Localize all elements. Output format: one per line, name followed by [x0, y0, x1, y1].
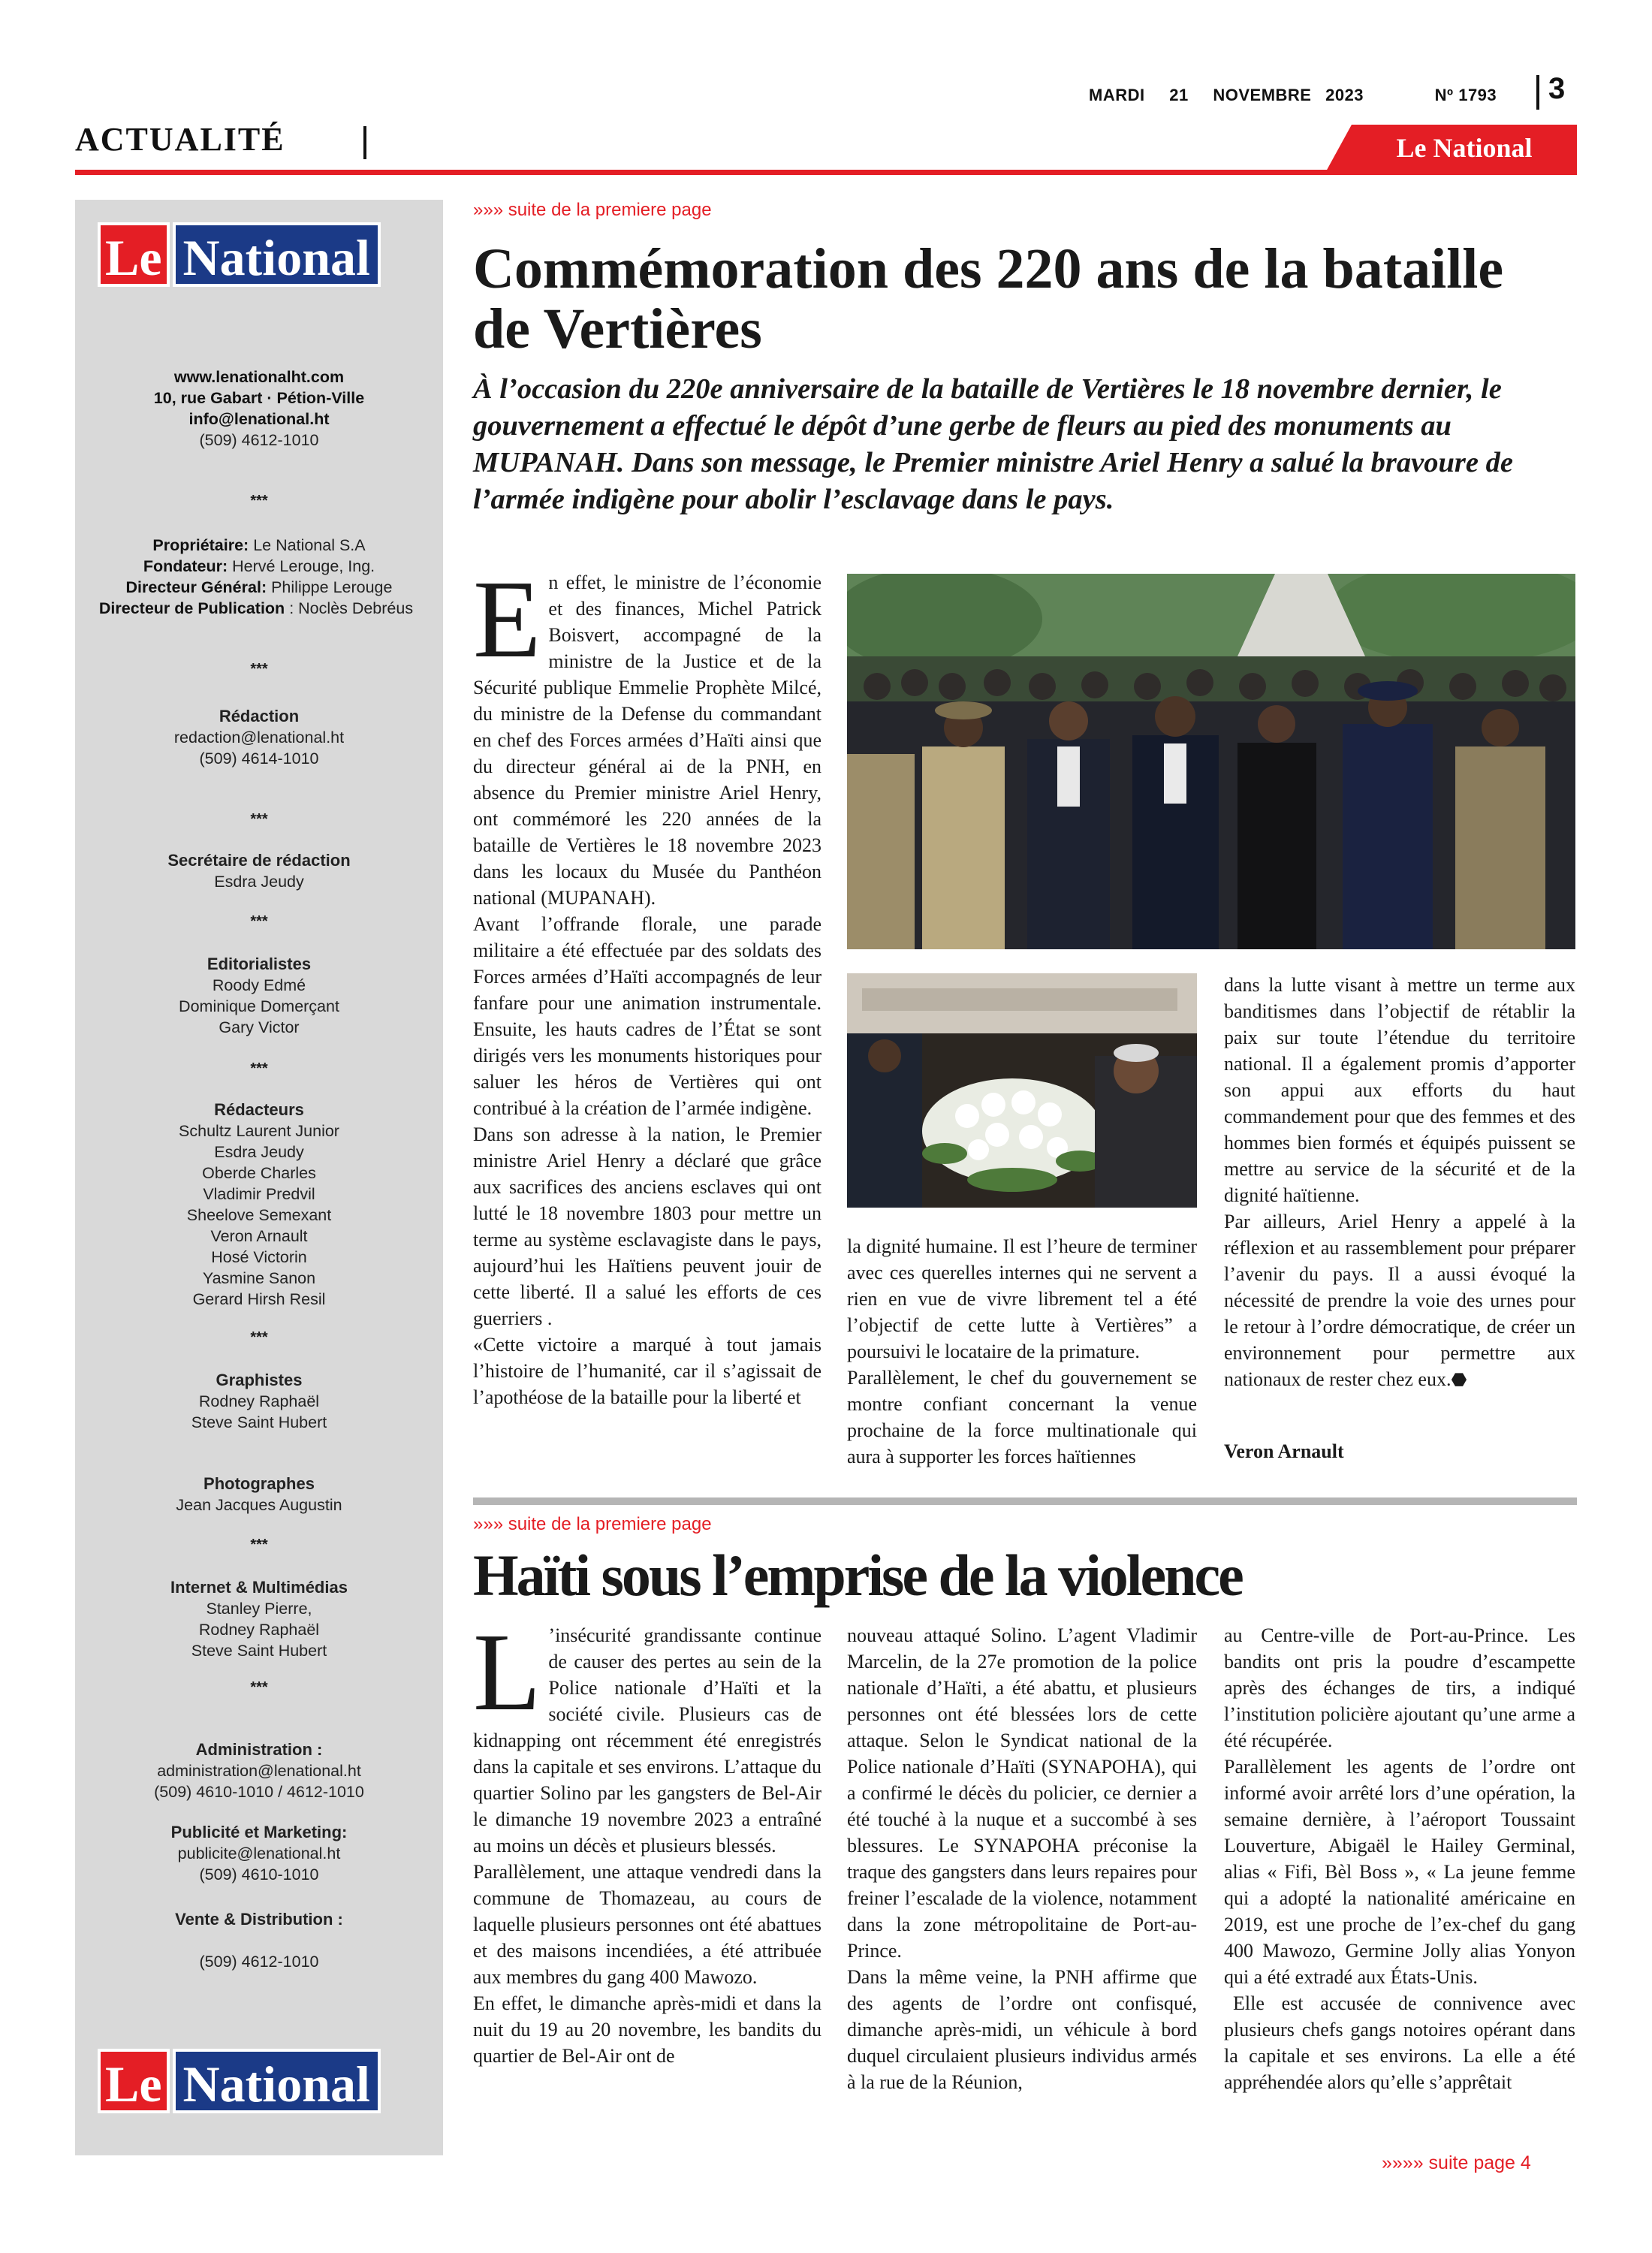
- logo-le: Le: [98, 222, 170, 287]
- founder-label: Fondateur:: [143, 557, 228, 575]
- article2-paragraph: Elle est accusée de connivence avec plusieurs chefs gangs notoires opérant dans la capitale et ses environs. La elle a été appréhendée alors qu’elle s’apprêtait: [1224, 1992, 1575, 2093]
- date-day: MARDI: [1089, 86, 1145, 104]
- redacteur-name: Sheelove Semexant: [186, 1206, 332, 1224]
- editorialistes-block: [75, 954, 443, 1038]
- redacteur-name: Esdra Jeudy: [214, 1143, 304, 1161]
- publication-director-label: Directeur de Publication: [98, 599, 285, 617]
- article1-paragraph: Avant l’offrande florale, une parade militaire a été effectuée par des soldats des Forces armées d’Haïti accompagnés de leur fanfare pour une animation instrumentale. Ensuite, les hauts cadres de l’État se sont dirigés vers les monuments historiques pour saluer les héros de Vertières qui ont contribué à la création de l’armée indigène.: [473, 913, 821, 1119]
- article1-headline: Commémoration des 220 ans de la bataille de Vertières: [473, 237, 1504, 360]
- website-link[interactable]: www.lenationalht.com: [173, 368, 345, 386]
- logo-national: National: [173, 2049, 381, 2113]
- internet-name: Rodney Raphaël: [198, 1621, 320, 1639]
- issue-date: [1089, 86, 1497, 105]
- continued-page-link[interactable]: »»»» suite page 4: [1382, 2152, 1531, 2173]
- section-title: ACTUALITÉ: [75, 121, 285, 158]
- article1-paragraph: Parallèlement, le chef du gouvernement se montre confiant concernant la venue prochaine de la force multinationale qui aura à supporter les forces haïtiennes: [847, 1367, 1197, 1467]
- article2-paragraph: En effet, le dimanche après-midi et dans la nuit du 19 au 20 novembre, les bandits du quartier de Bel-Air ont de: [473, 1992, 821, 2067]
- issue-number: Nº 1793: [1434, 86, 1497, 104]
- redacteur-name: Yasmine Sanon: [202, 1269, 316, 1287]
- article1-kicker: »»» suite de la premiere page: [473, 200, 712, 220]
- photographes-title: Photographes: [203, 1474, 315, 1493]
- le-national-logo-top: [98, 222, 381, 287]
- header-separator: [1536, 75, 1539, 110]
- owner-label: Propriétaire:: [152, 536, 249, 554]
- ownership-block: [75, 535, 443, 619]
- article2-column-3: [1224, 1622, 1575, 2095]
- administration-email[interactable]: administration@lenational.ht: [157, 1762, 361, 1780]
- publicite-block: [75, 1822, 443, 1885]
- le-national-logo-bottom: [98, 2049, 381, 2113]
- article1-deck: À l’occasion du 220e anniversaire de la bataille de Vertières le 18 novembre dernier, le gouvernement a effectué le dépôt d’une gerbe de fleurs au pied des monuments au MUPANAH. Dans son message, le Premier ministre Ariel Henry a salué la bravoure de l’armée indigène pour abolir l’esclavage dans le pays.: [473, 373, 1513, 515]
- vente-phone: (509) 4612-1010: [199, 1953, 319, 1971]
- article1-paragraph: Dans son adresse à la nation, le Premier ministre Ariel Henry a déclaré que grâce aux sacrifices des anciens esclaves qui ont lutté le 18 novembre 1803 pour mettre un terme au système esclavagiste dans le pays, aujourd’hui les Haïtiens peuvent jouir de cette liberté. Il a salué les efforts de ces guerriers .: [473, 1123, 821, 1329]
- redaction-email[interactable]: redaction@lenational.ht: [173, 728, 345, 746]
- article1-column-2: [847, 1233, 1197, 1470]
- logo-national: National: [173, 222, 381, 287]
- administration-phone: (509) 4610-1010 / 4612-1010: [154, 1783, 364, 1801]
- article2-column-2: [847, 1622, 1197, 2095]
- administration-title: Administration :: [195, 1740, 323, 1759]
- brand-tab-label: Le National: [1396, 133, 1533, 163]
- editorialiste-name: Gary Victor: [219, 1018, 300, 1036]
- redacteurs-title: Rédacteurs: [214, 1100, 304, 1119]
- publication-director-value: : Noclès Debréus: [289, 599, 414, 617]
- owner-value: Le National S.A: [253, 536, 366, 554]
- date-number: 21: [1169, 86, 1189, 104]
- separator-stars: ***: [250, 1537, 268, 1553]
- logo-le: Le: [98, 2049, 170, 2113]
- redaction-phone: (509) 4614-1010: [199, 749, 319, 768]
- redaction-title: Rédaction: [219, 707, 300, 725]
- redacteur-name: Oberde Charles: [202, 1164, 316, 1182]
- director-general-value: Philippe Lerouge: [271, 578, 393, 596]
- photographes-block: [75, 1473, 443, 1516]
- separator-stars: ***: [250, 1679, 268, 1696]
- date-year: 2023: [1325, 86, 1364, 104]
- redaction-block: [75, 706, 443, 769]
- graphiste-name: Rodney Raphaël: [198, 1392, 320, 1410]
- graphistes-block: [75, 1370, 443, 1433]
- contact-email[interactable]: info@lenational.ht: [188, 410, 330, 428]
- contact-block: [75, 366, 443, 451]
- wreath-laying-photo: [847, 973, 1197, 1208]
- article1-closing-text: Par ailleurs, Ariel Henry a appelé à la réflexion et au rassemblement pour préparer l’avenir du pays. Il a aussi évoqué la nécessité de prendre la voie des urnes pour le retour à l’ordre démocratique, de créer un environnement pour permettre aux nationaux de rester chez eux.: [1224, 1211, 1575, 1390]
- separator-stars: ***: [250, 811, 268, 828]
- end-mark-icon: ⬣: [1451, 1371, 1467, 1390]
- article2-paragraph: au Centre-ville de Port-au-Prince. Les bandits ont pris la poudre d’escampette après des échanges de tirs, a indiqué l’institution policière ajoutant qu’une arme a été récupérée.: [1224, 1624, 1575, 1751]
- wreath-photo-illustration: [847, 973, 1197, 1208]
- article-divider: [473, 1497, 1577, 1505]
- article2-paragraph: Dans la même veine, la PNH affirme que des agents de l’ordre ont confisqué, dimanche après-midi, un véhicule à bord duquel circulaient plusieurs individus armés à la rue de la Réunion,: [847, 1966, 1197, 2093]
- separator-stars: ***: [250, 1060, 268, 1077]
- publicite-phone: (509) 4610-1010: [199, 1865, 319, 1884]
- redacteur-name: Gerard Hirsh Resil: [192, 1290, 326, 1308]
- article2-kicker: »»» suite de la premiere page: [473, 1514, 712, 1534]
- article1-paragraph: [1224, 1208, 1575, 1394]
- graphiste-name: Steve Saint Hubert: [191, 1413, 327, 1431]
- editorialiste-name: Dominique Domerçant: [179, 997, 339, 1015]
- administration-block: [75, 1739, 443, 1802]
- article1-column-3: [1224, 972, 1575, 1394]
- article1-paragraph: dans la lutte visant à mettre un terme aux banditismes dans l’objectif de rétablir la paix sur toute l’étendue du territoire national. Il a également promis d’apporter son appui aux efforts du haut commandement pour que des femmes et des hommes bien formés et équipés puissent se mettre au service de la sécurité et de la dignité haïtienne.: [1224, 974, 1575, 1206]
- separator-stars: ***: [250, 913, 268, 930]
- article1-paragraph: «Cette victoire a marqué à tout jamais l’histoire de l’humanité, car il s’agissait de l’apothéose de la bataille pour la liberté et: [473, 1334, 821, 1408]
- contact-phone: (509) 4612-1010: [199, 431, 319, 449]
- article1-drop-cap: E: [473, 558, 541, 681]
- redacteur-name: Vladimir Predvil: [203, 1185, 315, 1203]
- secretaire-title: Secrétaire de rédaction: [167, 851, 351, 870]
- article2-headline: Haïti sous l’emprise de la violence: [473, 1543, 1242, 1608]
- internet-title: Internet & Multimédias: [170, 1578, 348, 1597]
- publicite-title: Publicité et Marketing:: [170, 1823, 348, 1841]
- page-number: 3: [1548, 72, 1566, 105]
- editorialiste-name: Roody Edmé: [212, 976, 306, 994]
- publicite-email[interactable]: publicite@lenational.ht: [177, 1844, 341, 1862]
- internet-name: Stanley Pierre,: [206, 1600, 312, 1618]
- article2-drop-cap: L: [473, 1611, 541, 1734]
- separator-stars: ***: [250, 661, 268, 677]
- article2-paragraph: Parallèlement les agents de l’ordre ont informé avoir arrêté lors d’une opération, la semaine dernière, à l’aéroport Toussaint Louverture, Abigaël le Hailey Germinal, alias « Fifi, Bèl Boss », « La jeune femme qui a adopté la nationalité américaine en 2019, est une proche de l’ex-chef du gang 400 Mawozo, Germine Jolly alias Yonyon qui a été extradé aux États-Unis.: [1224, 1756, 1575, 1988]
- graphistes-title: Graphistes: [216, 1371, 303, 1389]
- secretaire-name: Esdra Jeudy: [214, 873, 304, 891]
- separator-stars: ***: [250, 493, 268, 509]
- director-general-label: Directeur Général:: [125, 578, 267, 596]
- article1-column-1: [473, 558, 821, 1410]
- article2-column-1: [473, 1611, 821, 2069]
- section-separator: [363, 126, 366, 159]
- editorialistes-title: Editorialistes: [206, 955, 312, 973]
- secretaire-block: [75, 850, 443, 892]
- redacteur-name: Hosé Victorin: [211, 1248, 307, 1266]
- article2-paragraph: nouveau attaqué Solino. L’agent Vladimir Marcelin, de la 27e promotion de la police nationale d’Haïti, a été abattu, et plusieurs personnes ont été blessées lors de cette attaque. Selon le Syndicat national de la Police nationale d’Haïti (SYNAPOHA), qui a confirmé le décès du policier, ce dernier a été touché à la nuque et a succombé à ses blessures. Le SYNAPOHA préconise la traque des gangsters dans leurs repaires pour freiner l’escalade de la violence, notamment dans la zone métropolitaine de Port-au-Prince.: [847, 1624, 1197, 1962]
- article2-paragraph: Parallèlement, une attaque vendredi dans la commune de Thomazeau, au cours de laquelle plusieurs personnes ont été abattues et des maisons incendiées, a été attribuée aux membres du gang 400 Mawozo.: [473, 1861, 821, 1988]
- address: 10, rue Gabart · Pétion-Ville: [153, 389, 365, 407]
- group-photo-illustration: [847, 574, 1575, 949]
- date-month: NOVEMBRE: [1213, 86, 1312, 104]
- article1-paragraph: la dignité humaine. Il est l’heure de terminer avec ces querelles internes qui ne servent a rien en vue de vivre librement tel a été l’objectif de cette lutte à Vertières” a poursuivi le locataire de la primature.: [847, 1235, 1197, 1362]
- article1-paragraph: n effet, le ministre de l’économie et des finances, Michel Patrick Boisvert, accompagné de la ministre de la Justice et de la Sécurité publique Emmelie Prophète Milcé, du ministre de la Defense du commandant en chef des Forces armées d’Haïti ainsi que du directeur général ai de la PNH, en absence du Premier ministre Ariel Henry, ont commémoré les 220 années de la bataille de Vertières le 18 novembre 2023 dans les locaux du Musée du Panthéon national (MUPANAH).: [473, 572, 821, 909]
- redacteur-name: Veron Arnault: [210, 1227, 308, 1245]
- vente-title: Vente & Distribution :: [175, 1910, 343, 1929]
- separator-stars: ***: [250, 1329, 268, 1346]
- internet-block: [75, 1577, 443, 1661]
- article2-paragraph: ’insécurité grandissante continue de causer des pertes au sein de la Police nationale d’Haïti et la société civile. Plusieurs cas de kidnapping ont récemment été enregistrés dans la capitale et ses environs. L’attaque du quartier Solino par les gangsters de Bel-Air le dimanche 19 novembre 2023 a entraîné au moins un décès et plusieurs blessés.: [473, 1624, 821, 1856]
- vente-block: [75, 1909, 443, 1972]
- photographe-name: Jean Jacques Augustin: [176, 1496, 342, 1514]
- redacteurs-block: [75, 1099, 443, 1310]
- internet-name: Steve Saint Hubert: [191, 1642, 327, 1660]
- redacteur-name: Schultz Laurent Junior: [179, 1122, 339, 1140]
- officials-group-photo: [847, 574, 1575, 949]
- article1-byline: Veron Arnault: [1224, 1440, 1344, 1462]
- founder-value: Hervé Lerouge, Ing.: [232, 557, 375, 575]
